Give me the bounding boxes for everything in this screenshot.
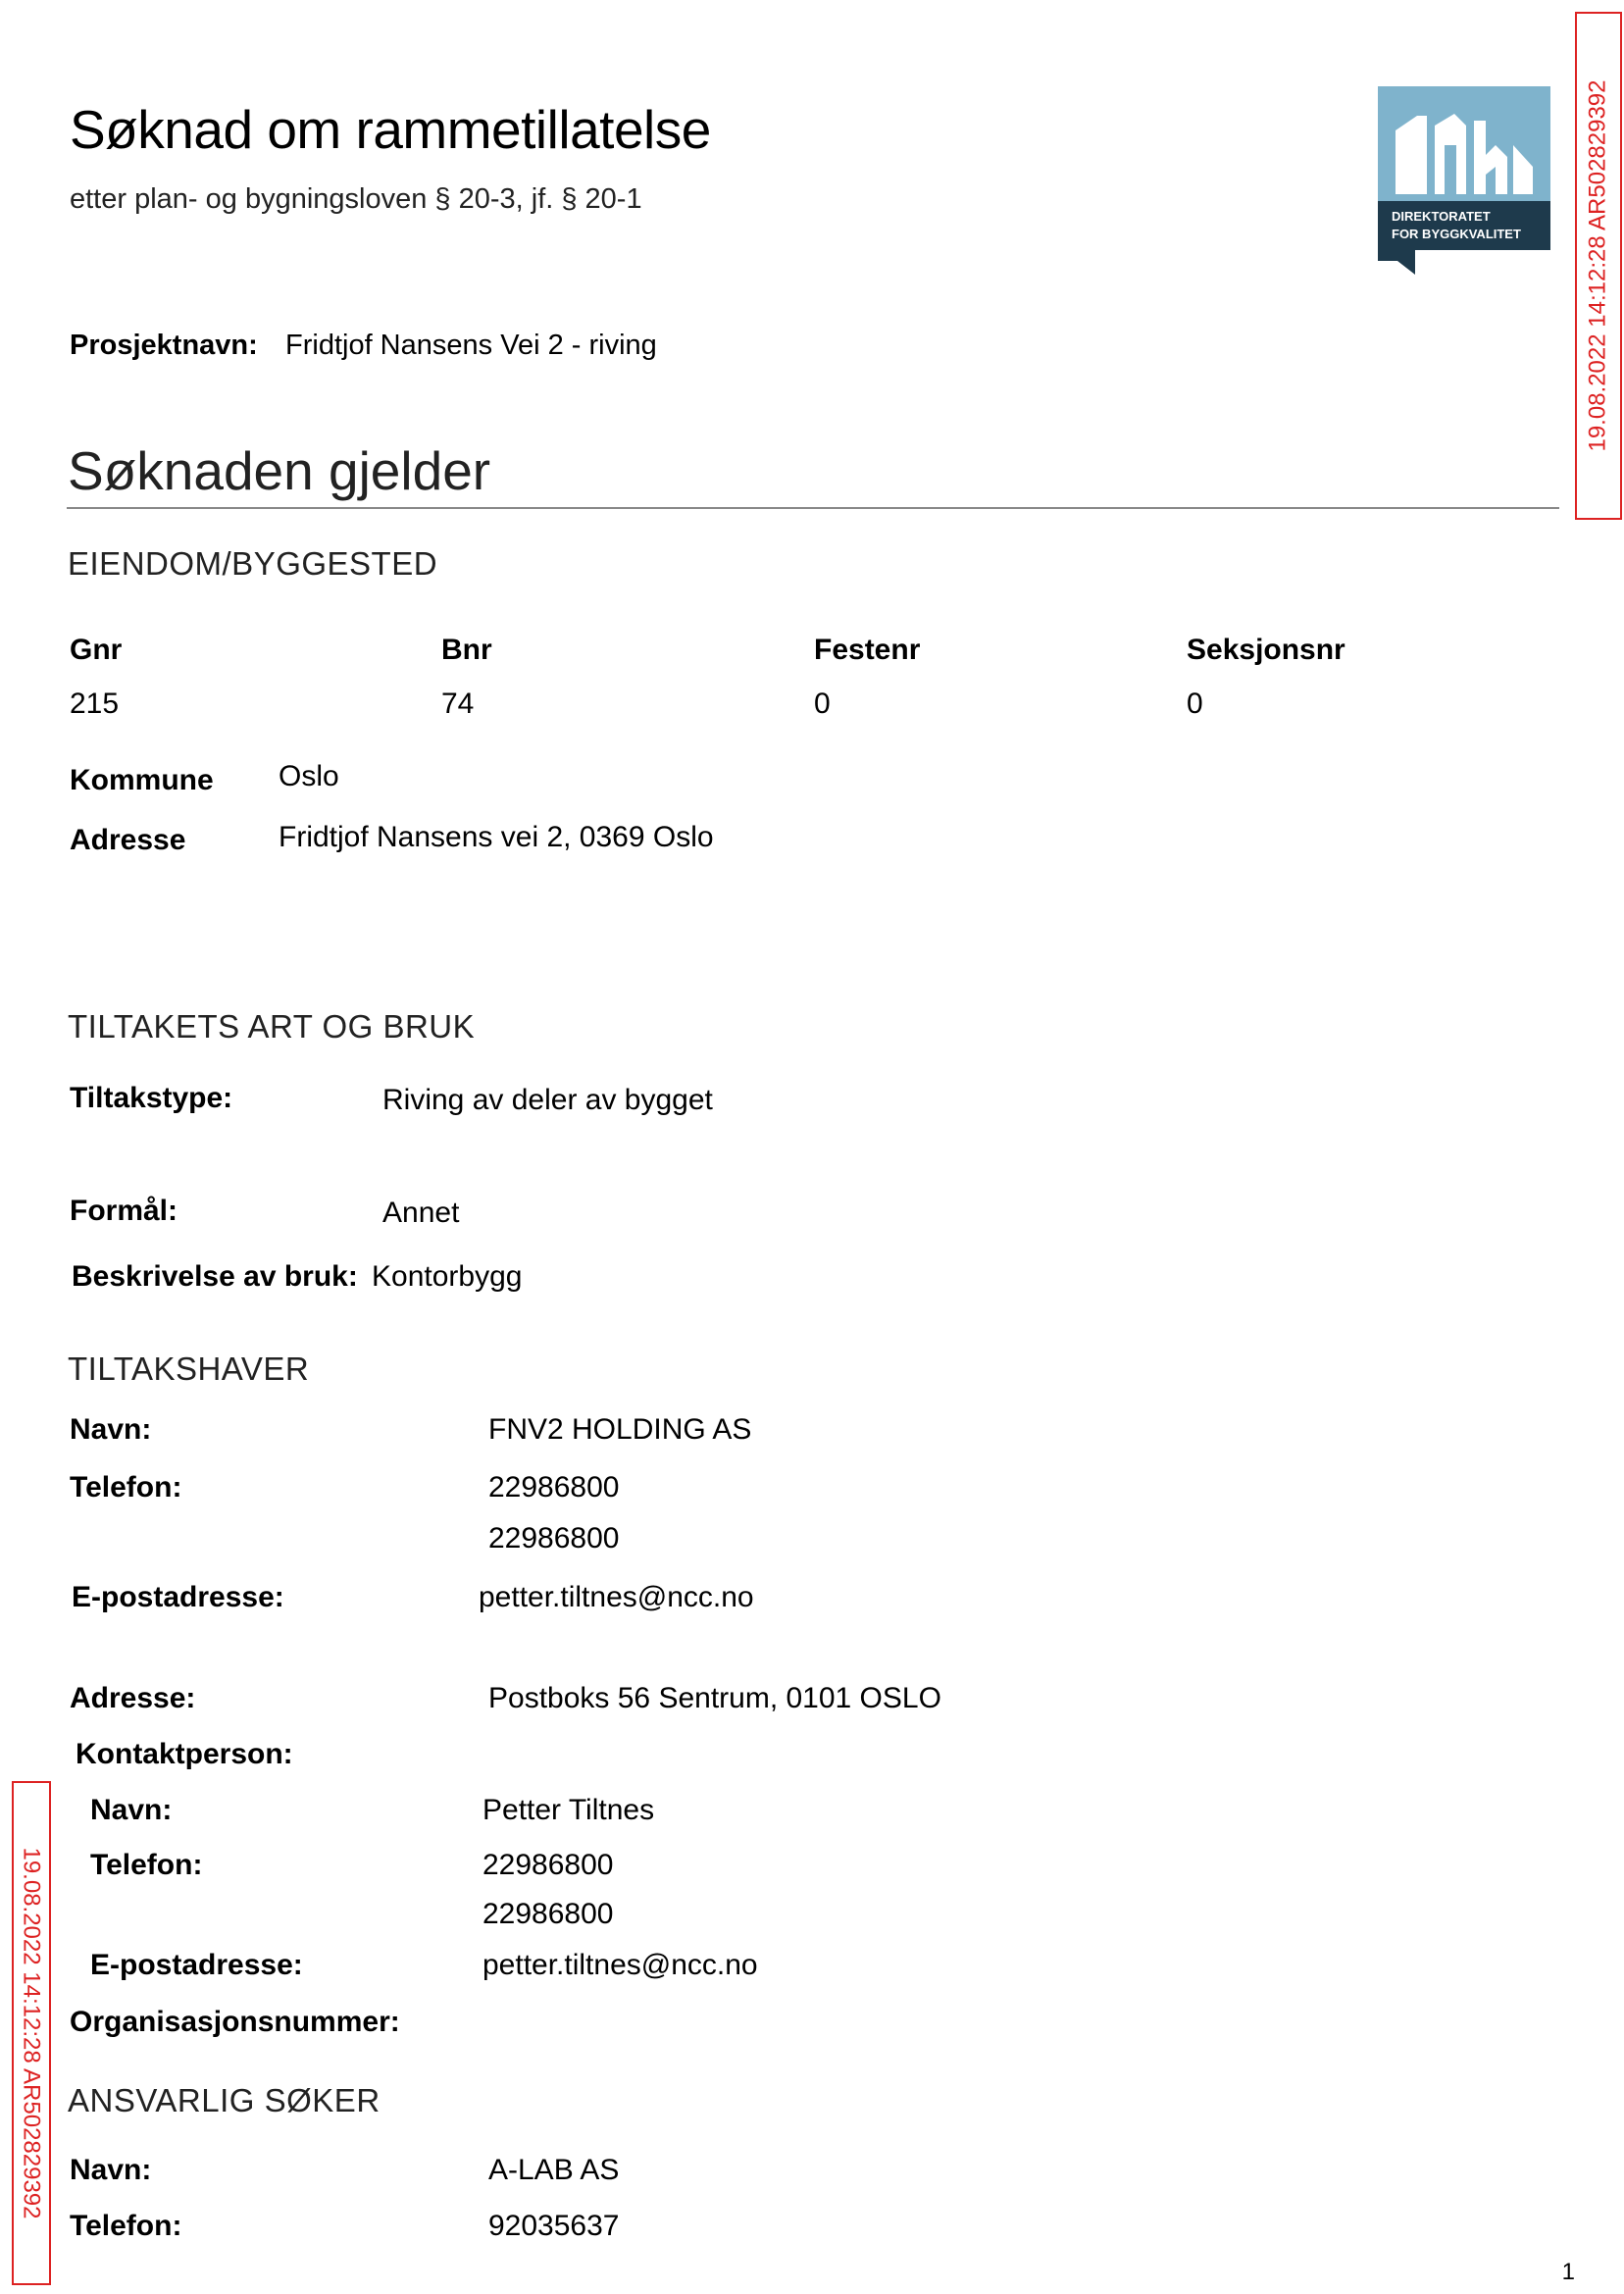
page-number: 1 xyxy=(1561,2259,1575,2285)
logo-text-line1: DIREKTORATET xyxy=(1392,209,1491,224)
dibk-logo xyxy=(1378,86,1550,275)
kontaktperson-label: Kontaktperson: xyxy=(76,1738,293,1770)
kontakt-navn-label: Navn: xyxy=(90,1794,173,1826)
project-name-label: Prosjektnavn: xyxy=(70,330,258,361)
tiltakshaver-heading: TILTAKSHAVER xyxy=(68,1351,310,1387)
tiltakshaver-telefon-value-2: 22986800 xyxy=(488,1522,620,1555)
property-heading: EIENDOM/BYGGESTED xyxy=(68,545,438,582)
formal-label: Formål: xyxy=(70,1195,178,1227)
kommune-value: Oslo xyxy=(279,760,339,792)
ansvarlig-heading: ANSVARLIG SØKER xyxy=(68,2082,381,2118)
gnr-label: Gnr xyxy=(70,634,123,666)
adresse-label: Adresse xyxy=(70,824,186,856)
section-heading: Søknaden gjelder xyxy=(68,440,491,501)
formal-value: Annet xyxy=(382,1197,460,1229)
tiltakstype-value: Riving av deler av bygget xyxy=(382,1084,713,1116)
kontakt-navn-value: Petter Tiltnes xyxy=(482,1794,655,1826)
ansvarlig-telefon-label: Telefon: xyxy=(70,2210,182,2242)
tiltakshaver-navn-value: FNV2 HOLDING AS xyxy=(488,1413,752,1446)
organisasjonsnummer-label: Organisasjonsnummer: xyxy=(70,2006,400,2038)
received-stamp-top-text: 19.08.2022 14:12:28 AR502829392 xyxy=(1585,79,1611,452)
received-stamp-top xyxy=(1575,12,1622,520)
tiltakstype-label: Tiltakstype: xyxy=(70,1082,233,1114)
kontakt-epost-label: E-postadresse: xyxy=(90,1949,303,1981)
kontakt-epost-value: petter.tiltnes@ncc.no xyxy=(482,1949,758,1981)
festenr-label: Festenr xyxy=(814,634,921,666)
tiltakshaver-telefon-label: Telefon: xyxy=(70,1471,182,1504)
tiltakshaver-adresse-label: Adresse: xyxy=(70,1682,196,1714)
ansvarlig-navn-label: Navn: xyxy=(70,2154,152,2186)
gnr-value: 215 xyxy=(70,688,120,720)
tiltak-heading: TILTAKETS ART OG BRUK xyxy=(68,1008,476,1045)
seksjonsnr-label: Seksjonsnr xyxy=(1187,634,1345,666)
adresse-value: Fridtjof Nansens vei 2, 0369 Oslo xyxy=(279,821,714,853)
tiltakshaver-navn-label: Navn: xyxy=(70,1413,152,1446)
received-stamp-left-text: 19.08.2022 14:12:28 AR502829392 xyxy=(19,1847,45,2219)
received-stamp-left xyxy=(12,1781,51,2285)
bnr-value: 74 xyxy=(441,688,475,720)
kontakt-telefon-value-1: 22986800 xyxy=(482,1849,614,1881)
bnr-label: Bnr xyxy=(441,634,492,666)
logo-text-line2: FOR BYGGKVALITET xyxy=(1392,227,1521,241)
project-name-value: Fridtjof Nansens Vei 2 - riving xyxy=(285,330,657,361)
kommune-label: Kommune xyxy=(70,764,214,796)
tiltakshaver-telefon-value-1: 22986800 xyxy=(488,1471,620,1504)
tiltakshaver-epost-value: petter.tiltnes@ncc.no xyxy=(479,1581,754,1613)
bruk-label: Beskrivelse av bruk: xyxy=(72,1260,358,1293)
section-divider xyxy=(67,507,1559,509)
tiltakshaver-epost-label: E-postadresse: xyxy=(72,1581,284,1613)
kontakt-telefon-value-2: 22986800 xyxy=(482,1898,614,1930)
ansvarlig-telefon-value: 92035637 xyxy=(488,2210,620,2242)
document-title: Søknad om rammetillatelse xyxy=(70,99,711,160)
bruk-value: Kontorbygg xyxy=(372,1260,523,1293)
document-subtitle: etter plan- og bygningsloven § 20-3, jf. § 20-1 xyxy=(70,183,642,215)
tiltakshaver-adresse-value: Postboks 56 Sentrum, 0101 OSLO xyxy=(488,1682,941,1714)
festenr-value: 0 xyxy=(814,688,831,720)
kontakt-telefon-label: Telefon: xyxy=(90,1849,203,1881)
ansvarlig-navn-value: A-LAB AS xyxy=(488,2154,620,2186)
seksjonsnr-value: 0 xyxy=(1187,688,1203,720)
